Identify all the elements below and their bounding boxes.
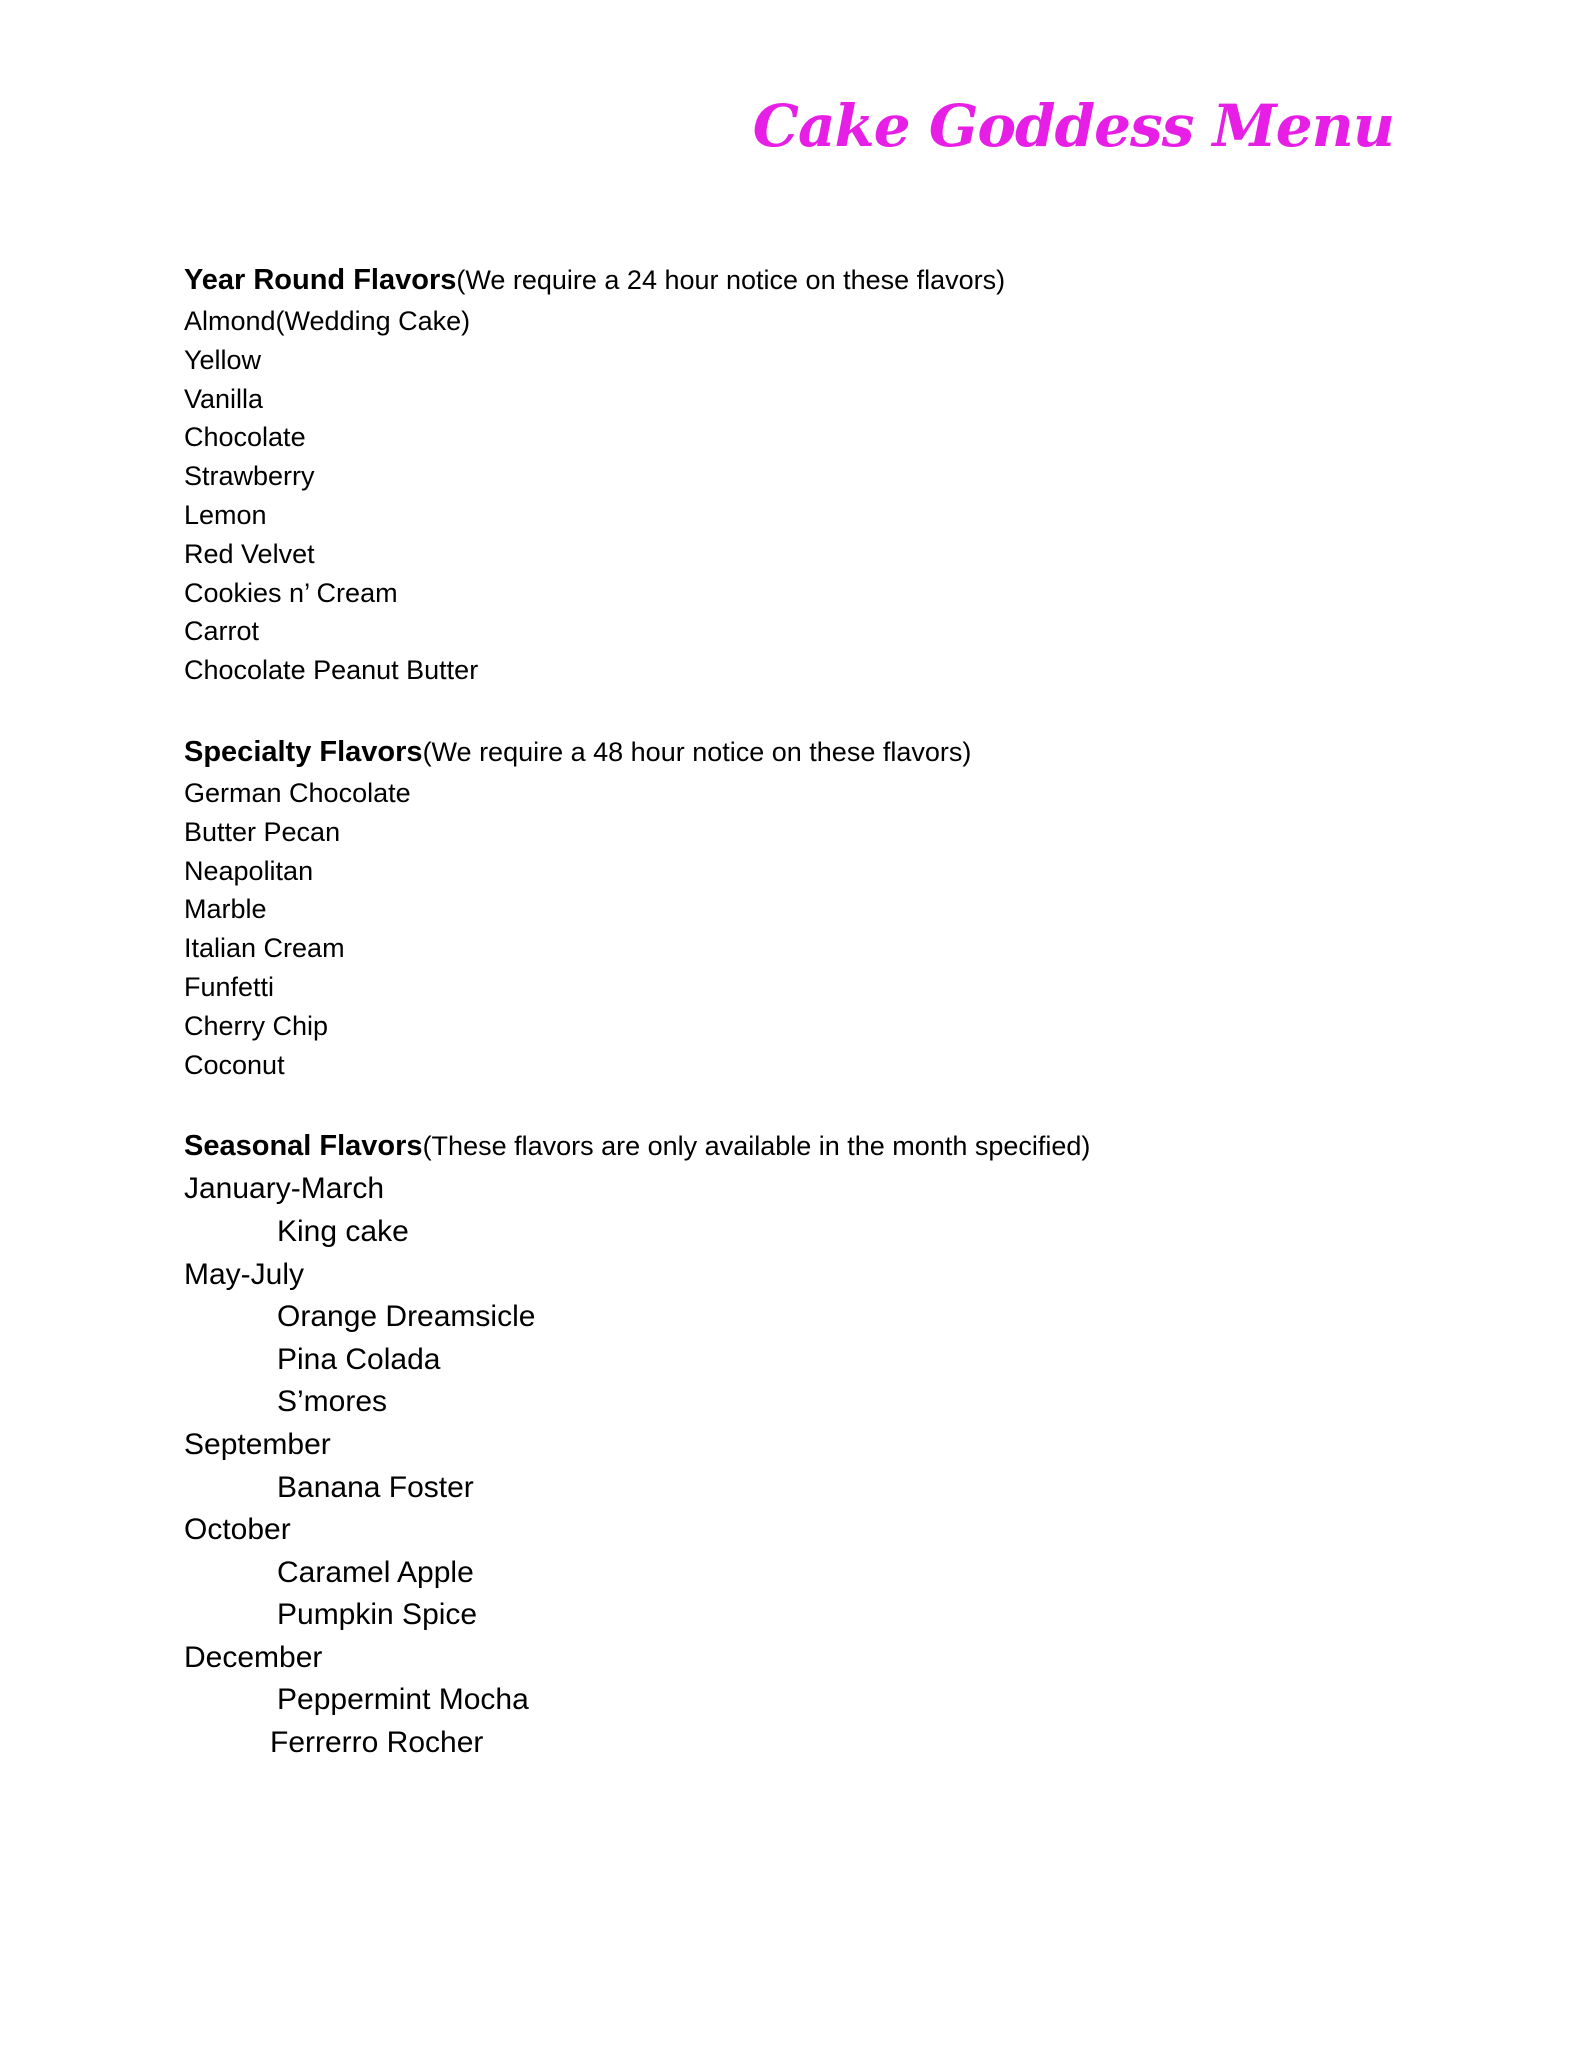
year-round-header	[184, 258, 1434, 302]
list-item: Coconut	[184, 1049, 285, 1080]
season-period: January-March	[184, 1172, 385, 1206]
year-round-list	[184, 302, 1434, 690]
season-period: October	[184, 1513, 291, 1547]
list-item: German Chocolate	[184, 777, 411, 808]
season-flavor-list	[184, 1552, 1434, 1637]
list-item: Chocolate Peanut Butter	[184, 655, 479, 686]
list-item: Marble	[184, 894, 267, 925]
specialty-header	[184, 730, 1434, 774]
list-item: Red Velvet	[184, 538, 315, 569]
list-item: Cookies n’ Cream	[184, 577, 398, 608]
year-round-note: (We require a 24 hour notice on these flavors)	[456, 265, 1006, 295]
list-item: Butter Pecan	[184, 816, 341, 847]
list-item: Strawberry	[184, 461, 315, 492]
season-flavor: Pumpkin Spice	[277, 1598, 478, 1632]
season-flavor-list	[184, 1679, 1434, 1764]
specialty-heading: Specialty Flavors	[184, 735, 423, 768]
seasonal-list	[184, 1168, 1434, 1764]
season-flavor: Banana Foster	[277, 1470, 474, 1504]
season-flavor: Pina Colada	[277, 1342, 441, 1376]
list-item: Italian Cream	[184, 933, 345, 964]
section-spacer	[184, 1084, 1434, 1124]
list-item: Neapolitan	[184, 855, 314, 886]
menu-content	[184, 258, 1434, 1765]
specialty-list	[184, 774, 1434, 1084]
list-item: Almond(Wedding Cake)	[184, 306, 471, 336]
seasonal-note: (These flavors are only available in the month specified)	[422, 1131, 1091, 1162]
year-round-heading: Year Round Flavors	[184, 264, 457, 296]
season-flavor: Orange Dreamsicle	[277, 1300, 536, 1334]
page-title: Cake Goddess Menu	[752, 92, 1394, 160]
season-flavor: Peppermint Mocha	[277, 1683, 529, 1717]
section-spacer	[184, 690, 1434, 730]
season-flavor: Ferrerro Rocher	[270, 1726, 484, 1760]
season-flavor-list	[184, 1467, 1434, 1510]
seasonal-header	[184, 1124, 1434, 1168]
season-flavor: Caramel Apple	[277, 1555, 474, 1589]
list-item: Carrot	[184, 616, 260, 647]
season-flavor-list	[184, 1211, 1434, 1254]
list-item: Cherry Chip	[184, 1010, 329, 1041]
list-item: Funfetti	[184, 971, 275, 1002]
season-period: December	[184, 1640, 323, 1674]
list-item: Chocolate	[184, 422, 306, 453]
season-period: September	[184, 1427, 331, 1461]
season-period: May-July	[184, 1257, 305, 1291]
season-flavor-list	[184, 1296, 1434, 1424]
season-flavor: King cake	[277, 1214, 409, 1248]
list-item: Vanilla	[184, 383, 264, 414]
list-item: Yellow	[184, 344, 262, 375]
list-item: Lemon	[184, 499, 267, 530]
specialty-note: (We require a 48 hour notice on these flavors)	[422, 736, 972, 767]
season-flavor: S’mores	[277, 1385, 388, 1419]
seasonal-heading: Seasonal Flavors	[184, 1130, 423, 1163]
